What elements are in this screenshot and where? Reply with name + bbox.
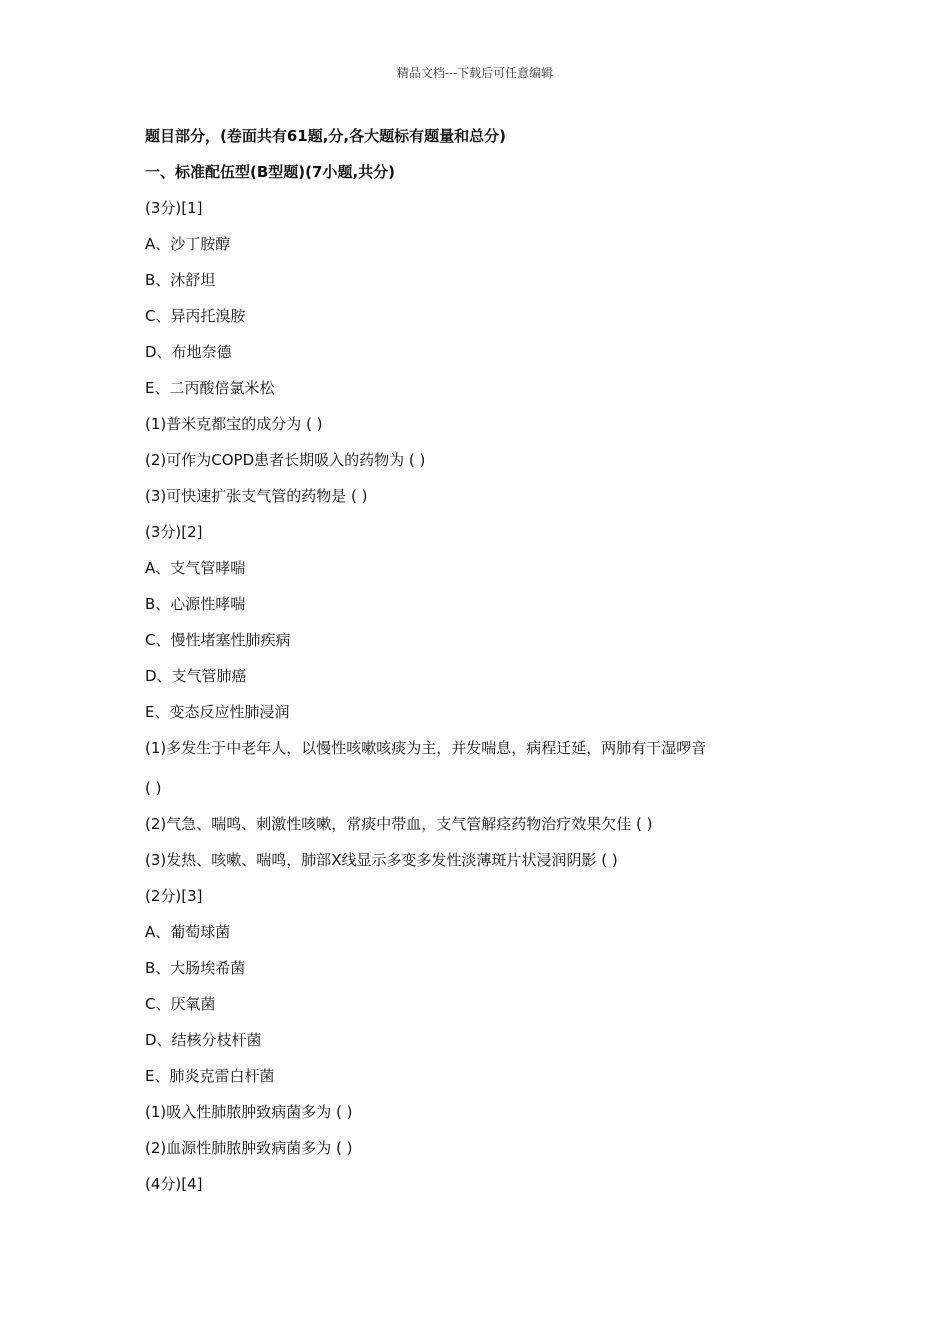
- text-line: (1)吸入性肺脓肿致病菌多为 ( ): [145, 1103, 353, 1121]
- text-line: (3分)[2]: [145, 523, 203, 541]
- text-line: (2)血源性肺脓肿致病菌多为 ( ): [145, 1139, 353, 1157]
- text-line: ( ): [145, 779, 162, 797]
- text-line: D、支气管肺癌: [145, 667, 247, 685]
- document-body: [145, 124, 825, 1208]
- text-line: E、变态反应性肺浸润: [145, 703, 290, 721]
- text-line: D、结核分枝杆菌: [145, 1031, 262, 1049]
- text-line: B、心源性哮喘: [145, 595, 246, 613]
- text-line: B、沐舒坦: [145, 271, 216, 289]
- text-line: (1)多发生于中老年人，以慢性咳嗽咳痰为主，并发喘息，病程迁延，两肺有干湿啰音: [145, 739, 707, 757]
- section-heading: 题目部分，(卷面共有61题,分,各大题标有题量和总分): [145, 127, 506, 145]
- text-line: E、肺炎克雷白杆菌: [145, 1067, 275, 1085]
- text-line: A、葡萄球菌: [145, 923, 231, 941]
- text-line: C、慢性堵塞性肺疾病: [145, 631, 291, 649]
- text-line: (1)普米克都宝的成分为 ( ): [145, 415, 323, 433]
- text-line: B、大肠埃希菌: [145, 959, 246, 977]
- page-header: 精品文档---下载后可任意编辑: [396, 66, 554, 80]
- text-line: (3)可快速扩张支气管的药物是 ( ): [145, 487, 368, 505]
- text-line: (3分)[1]: [145, 199, 203, 217]
- text-line: E、二丙酸倍氯米松: [145, 379, 275, 397]
- text-line: (2)可作为COPD患者长期吸入的药物为 ( ): [145, 451, 426, 469]
- text-line: A、沙丁胺醇: [145, 235, 231, 253]
- text-line: (2分)[3]: [145, 887, 203, 905]
- text-line: C、异丙托溴胺: [145, 307, 246, 325]
- text-line: D、布地奈德: [145, 343, 232, 361]
- text-line: A、支气管哮喘: [145, 559, 246, 577]
- text-line: (3)发热、咳嗽、喘鸣，肺部X线显示多变多发性淡薄斑片状浸润阴影 ( ): [145, 851, 618, 869]
- text-line: (2)气急、喘鸣、刺激性咳嗽，常痰中带血，支气管解痉药物治疗效果欠佳 ( ): [145, 815, 653, 833]
- text-line: C、厌氧菌: [145, 995, 216, 1013]
- section-heading: 一、标准配伍型(B型题)(7小题,共分): [145, 163, 395, 181]
- text-line: (4分)[4]: [145, 1175, 203, 1193]
